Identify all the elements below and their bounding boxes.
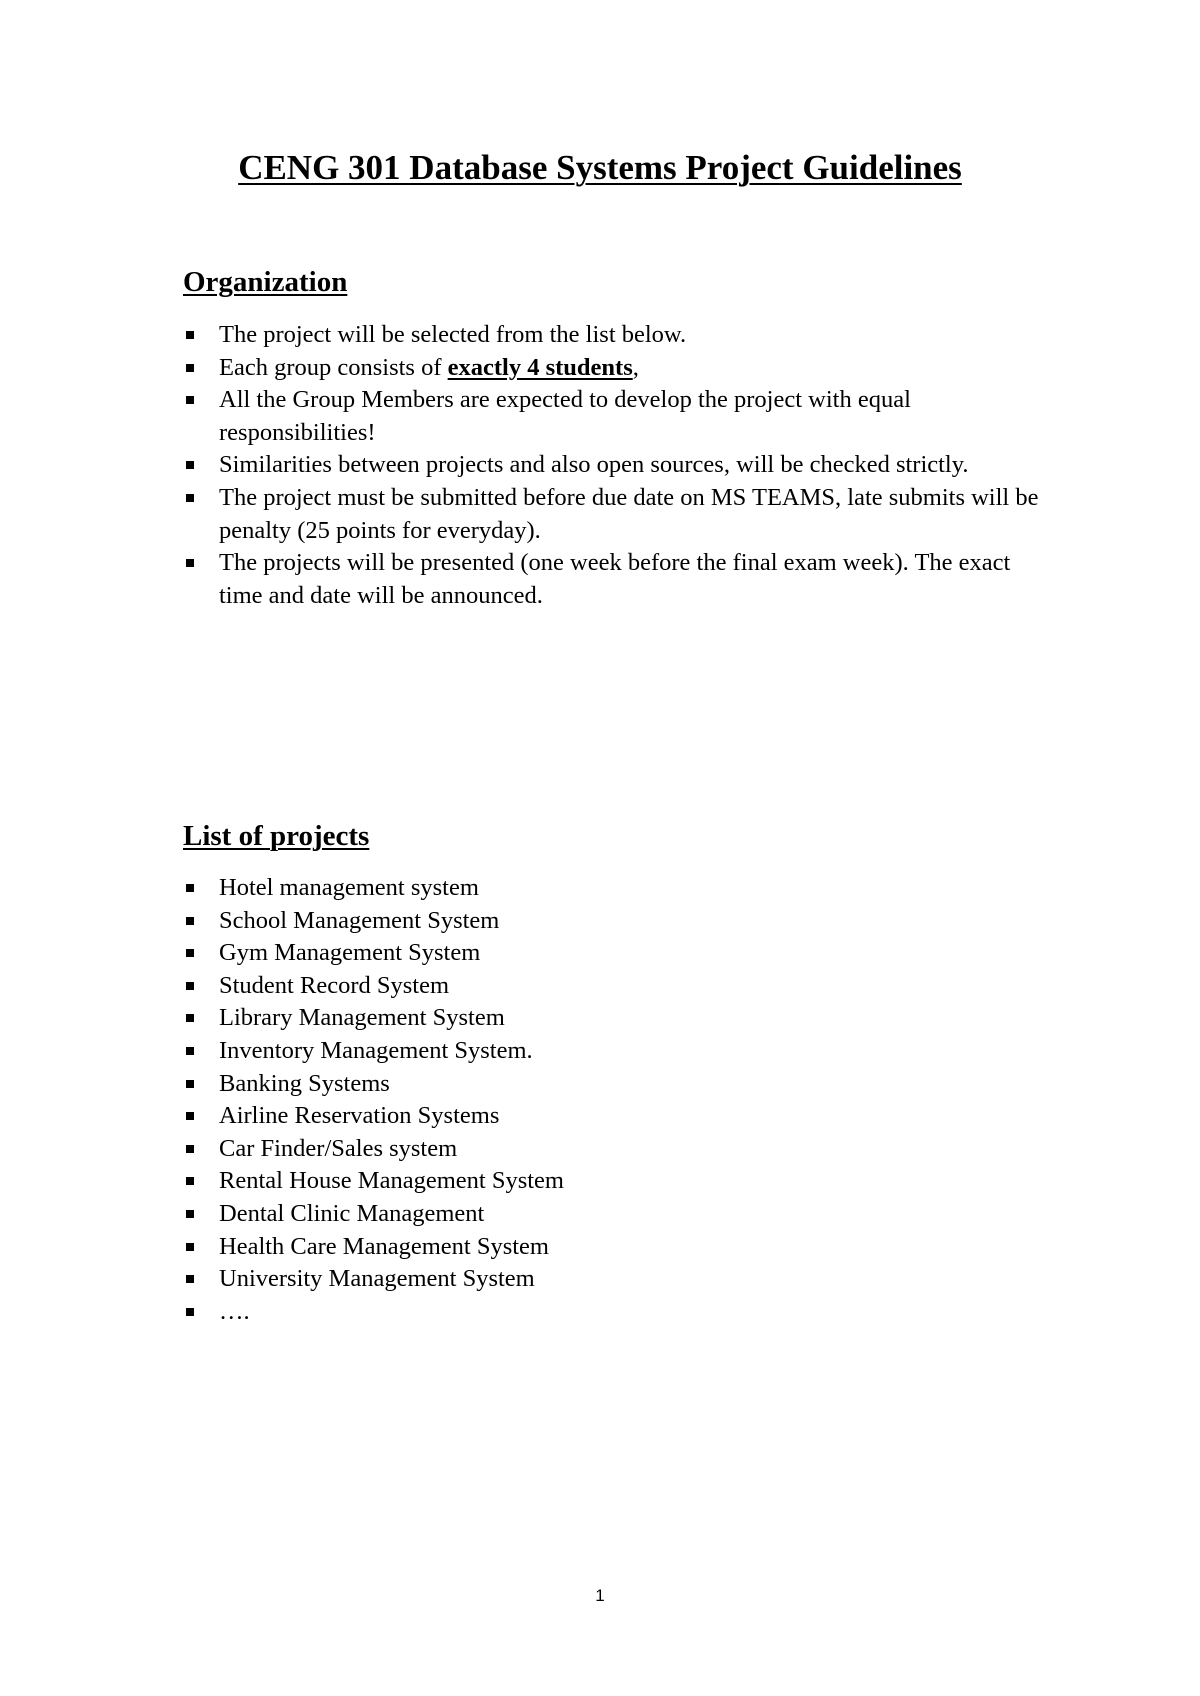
project-name: School Management System	[219, 906, 500, 934]
list-item	[183, 937, 1043, 970]
list-item-text: The project must be submitted before due date on MS TEAMS, late submits will be penalty (25 points for everyday).	[219, 483, 1039, 544]
list-item-text-suffix: ,	[632, 353, 639, 381]
square-bullet-icon	[186, 1177, 194, 1185]
group-size-emphasis: exactly 4 students	[447, 353, 633, 381]
list-item	[183, 970, 1043, 1003]
project-name: University Management System	[219, 1265, 535, 1293]
list-item	[183, 1002, 1043, 1035]
list-item	[183, 1165, 1043, 1198]
project-name: Gym Management System	[219, 939, 481, 967]
project-name: Airline Reservation Systems	[219, 1102, 500, 1130]
square-bullet-icon	[186, 331, 194, 339]
list-item-text: All the Group Members are expected to develop the project with equal responsibilities!	[219, 386, 911, 446]
square-bullet-icon	[186, 396, 194, 404]
list-item	[183, 1035, 1043, 1068]
list-item	[183, 1296, 1043, 1329]
list-item-text: Similarities between projects and also open sources, will be checked strictly.	[219, 451, 969, 479]
list-item	[183, 547, 1043, 612]
square-bullet-icon	[186, 917, 194, 925]
list-item	[183, 1068, 1043, 1101]
list-item	[183, 1263, 1043, 1296]
organization-heading: Organization	[183, 266, 348, 298]
list-item	[183, 1231, 1043, 1264]
project-name: Rental House Management System	[219, 1167, 564, 1195]
page-number: 1	[595, 1586, 605, 1605]
list-item	[183, 319, 1043, 352]
project-name: Dental Clinic Management	[219, 1199, 485, 1227]
document-title: CENG 301 Database Systems Project Guidelines	[238, 148, 962, 187]
square-bullet-icon	[186, 559, 194, 567]
project-name: Student Record System	[219, 971, 450, 999]
square-bullet-icon	[186, 1145, 194, 1153]
square-bullet-icon	[186, 1014, 194, 1022]
projects-list	[183, 872, 1043, 1328]
list-item	[183, 449, 1043, 482]
project-name: Health Care Management System	[219, 1232, 549, 1260]
square-bullet-icon	[186, 982, 194, 990]
list-item	[183, 482, 1043, 547]
list-item	[183, 905, 1043, 938]
project-name: Hotel management system	[219, 874, 479, 901]
list-item-text-prefix: Each group consists of	[219, 353, 448, 381]
project-name: Car Finder/Sales system	[219, 1134, 458, 1162]
square-bullet-icon	[186, 494, 194, 502]
projects-heading: List of projects	[183, 820, 370, 852]
list-item-text: The project will be selected from the list below.	[219, 321, 687, 348]
list-item	[183, 384, 1043, 449]
list-item-text: The projects will be presented (one week before the final exam week). The exact time and date will be announced.	[219, 549, 1011, 609]
square-bullet-icon	[186, 1047, 194, 1055]
square-bullet-icon	[186, 364, 194, 372]
square-bullet-icon	[186, 1080, 194, 1088]
square-bullet-icon	[186, 1210, 194, 1218]
list-item	[183, 872, 1043, 905]
list-item	[183, 1133, 1043, 1166]
square-bullet-icon	[186, 461, 194, 469]
square-bullet-icon	[186, 949, 194, 957]
list-item	[183, 1100, 1043, 1133]
square-bullet-icon	[186, 1275, 194, 1283]
square-bullet-icon	[186, 1308, 194, 1316]
list-item	[183, 1198, 1043, 1231]
organization-list	[183, 319, 1043, 612]
project-name: Library Management System	[219, 1004, 505, 1032]
square-bullet-icon	[186, 884, 194, 892]
square-bullet-icon	[186, 1112, 194, 1120]
list-item	[183, 352, 1043, 385]
project-name: ….	[219, 1297, 250, 1325]
project-name: Inventory Management System.	[219, 1036, 533, 1064]
square-bullet-icon	[186, 1243, 194, 1251]
project-name: Banking Systems	[219, 1069, 390, 1097]
